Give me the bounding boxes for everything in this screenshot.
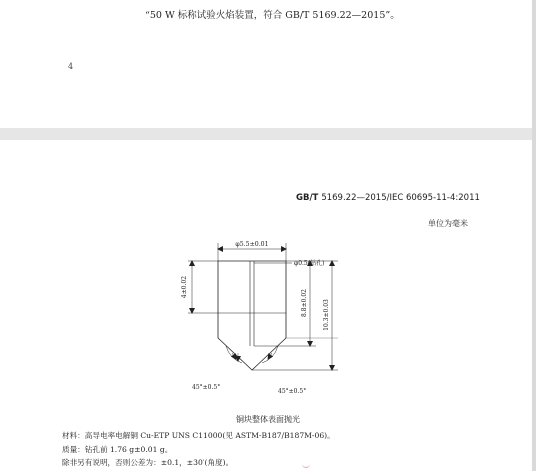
standard-header-code: GB/T <box>296 193 319 203</box>
dim-total-height: 10.3±0.03 <box>323 299 330 331</box>
dim-top-width: φ5.5±0.01 <box>235 241 269 248</box>
note-mass: 质量：钻孔前 1.76 g±0.01 g。 <box>62 445 173 454</box>
angle-left: 45°±0.5° <box>192 384 221 391</box>
standard-header <box>296 193 480 203</box>
scrollbar-track[interactable] <box>532 0 536 471</box>
page-number: 4 <box>68 62 74 71</box>
angle-right: 45°±0.5° <box>278 388 307 395</box>
block-outline <box>218 261 286 370</box>
copper-block-drawing <box>170 235 350 405</box>
note-material: 材料：高导电率电解铜 Cu-ETP UNS C11000(见 ASTM-B187/B187M-06)。 <box>62 431 335 440</box>
dim-left-height: 4±0.02 <box>181 275 188 299</box>
standard-header-number: 5169.22—2015/IEC 60695-11-4:2011 <box>321 193 480 203</box>
dim-hole: φ0.5(钻孔) <box>294 260 325 267</box>
unit-note: 单位为毫米 <box>428 219 468 228</box>
quote-line: “50 W 标称试验火焰装置，符合 GB/T 5169.22—2015”。 <box>145 10 400 21</box>
page-separator <box>0 128 536 140</box>
figure-caption: 铜块整体表面抛光 <box>236 415 300 424</box>
note-tolerance: 除非另有说明，否则公差为：±0.1，±30′(角度)。 <box>62 458 234 467</box>
dim-inner-height: 8.8±0.02 <box>301 289 308 317</box>
